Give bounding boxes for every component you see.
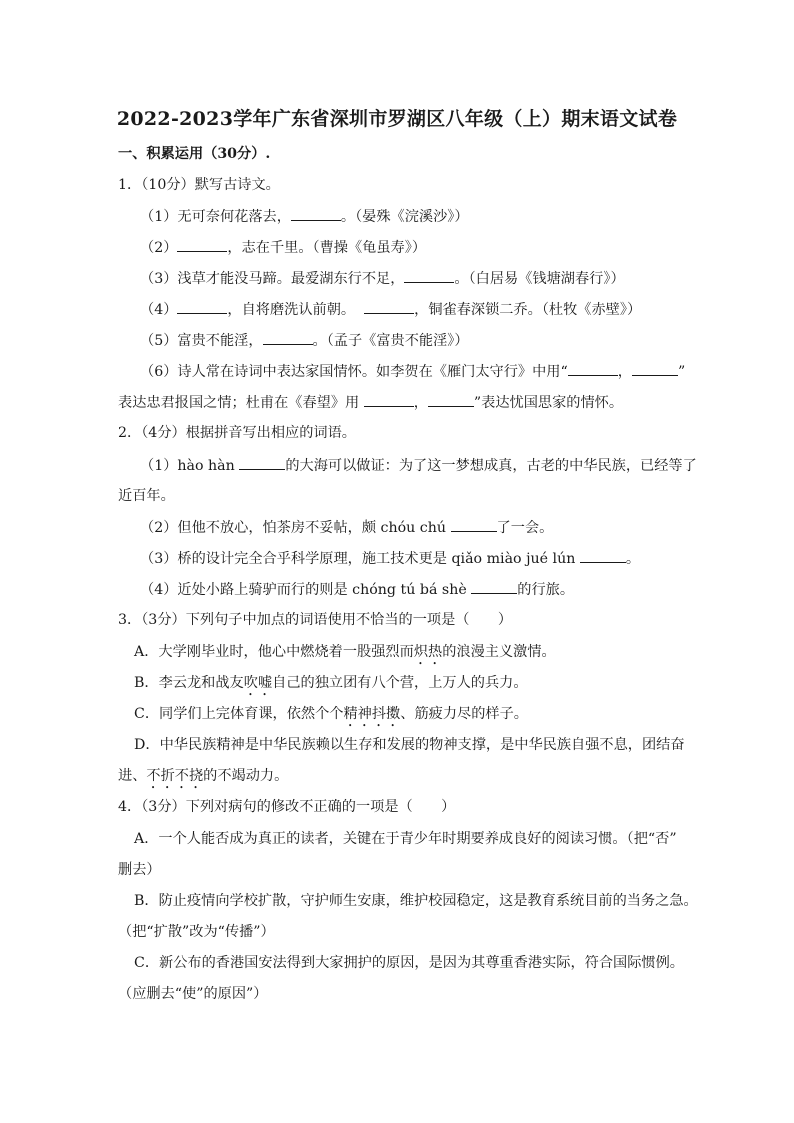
text: ，自将磨洗认前朝。 [227,302,356,318]
text: D．中华民族精神是中华民族赖以生存和发展的物神支撑，是中华民族自强不息，团结奋 [134,737,685,753]
answer-blank[interactable] [291,206,341,221]
text: 表达忠君报国之情；杜甫在《春望》用 [118,395,360,411]
q3-option-d-cont [118,766,288,792]
answer-blank[interactable] [568,361,618,376]
q1-line-4 [140,299,641,320]
text: B．李云龙和战友 [134,675,244,691]
answer-blank[interactable] [471,579,517,594]
q4-option-c-cont: （应删去“使”的原因”） [118,986,268,1002]
text: 的大海可以做证：为了这一梦想成真，古老的中华民族，已经等了 [285,458,697,474]
answer-blank[interactable] [580,548,626,563]
answer-blank[interactable] [632,361,678,376]
q4-option-a[interactable]: A．一个人能否成为真正的读者，关键在于青少年时期要养成良好的阅读习惯。（把“否” [134,831,677,847]
text: 的浪漫主义激情。 [442,644,556,660]
answer-blank[interactable] [364,299,414,314]
q1-line-1 [140,206,469,227]
q1-stem: 1．（10分）默写古诗文。 [118,177,280,193]
section-heading: 一、积累运用（30分）. [118,146,271,162]
q4-stem: 4．（3分）下列对病句的修改不正确的一项是（ ） [118,799,456,815]
text: （3）浅草才能没马蹄。最爱湖东行不足， [140,271,405,287]
q1-line-3 [140,268,625,289]
q4-option-b-cont: （把“扩散”改为“传播”） [118,924,275,940]
q2-line-3 [140,548,640,569]
answer-blank[interactable] [364,392,414,407]
text: 。 [625,551,641,567]
q4-option-b[interactable]: B．防止疫情向学校扩散，守护师生安康，维护校园稳定，这是教育系统目前的当务之急。 [134,893,698,909]
q1-line-5 [140,330,469,351]
answer-blank[interactable] [263,330,313,345]
text: （1）无可奈何花落去， [140,209,291,225]
dotted-word: 吹嘘 [243,675,273,691]
text: 。（晏殊《浣溪沙》） [340,209,469,225]
page-title: 2022-2023学年广东省深圳市罗湖区八年级（上）期末语文试卷 [116,108,678,130]
text: 。（孟子《富贵不能淫》） [312,333,469,349]
q3-option-b[interactable] [134,673,528,699]
dotted-word: 炽热 [413,644,443,660]
text: ”表达忧国思家的情怀。 [473,395,624,411]
text: （2） [140,240,178,256]
q2-stem: 2．（4分）根据拼音写出相应的词语。 [118,425,356,441]
pinyin: （1）hào hàn [140,458,235,474]
text: C．同学们上完体育课，依然个个 [134,706,344,722]
q1-line-6 [140,361,685,382]
text: ，铜雀春深锁二乔。（杜牧《赤壁》） [414,302,642,318]
text: （5）富贵不能淫， [140,333,263,349]
q2-line-4 [140,579,574,600]
text: （4） [140,302,178,318]
answer-blank[interactable] [451,517,497,532]
text: 的不竭动力。 [203,768,289,784]
q4-option-a-cont: 删去） [118,862,161,878]
answer-blank[interactable] [177,299,227,314]
text: 、筋疲力尽的样子。 [400,706,528,722]
text: A．大学刚毕业时，他心中燃烧着一股强烈而 [134,644,414,660]
text: 自己的独立团有八个营，上万人的兵力。 [272,675,528,691]
q1-line-6-cont [118,392,623,413]
q2-line-1-cont: 近百年。 [118,488,175,504]
text: ， [413,395,428,411]
q3-option-a[interactable] [134,642,556,668]
answer-blank[interactable] [428,392,474,407]
q2-line-2 [140,517,553,538]
text: （6）诗人常在诗词中表达家国情怀。如李贺在《雁门太守行》中用“ [140,364,568,380]
q1-line-2 [140,237,426,258]
text: ，志在千里。（曹操《龟虽寿》） [227,240,427,256]
text: ” [677,364,686,380]
text: （4）近处小路上骑驴而行的则是 chóng tú bá shè [140,582,467,598]
text: （2）但他不放心，怕茶房不妥帖，颇 chóu chú [140,520,447,536]
text: （3）桥的设计完全合乎科学原理，施工技术更是 qiǎo miào jué lún [140,551,576,567]
text: 进、 [118,768,147,784]
dotted-word: 精神抖擞 [343,706,401,722]
q4-option-c[interactable]: C．新公布的香港国安法得到大家拥护的原因，是因为其尊重香港实际，符合国际惯例。 [134,955,684,971]
q2-line-1 [140,455,697,476]
q3-stem: 3．（3分）下列句子中加点的词语使用不恰当的一项是（ ） [118,612,513,628]
text: ， [617,364,632,380]
text: 。（白居易《钱塘湖春行》） [454,271,625,287]
answer-blank[interactable] [404,268,454,283]
text: 了一会。 [496,520,554,536]
answer-blank[interactable] [239,455,285,470]
dotted-word: 不折不挠 [146,768,204,784]
q3-option-d[interactable] [134,735,685,755]
q3-option-c[interactable] [134,704,528,730]
text: 的行旅。 [517,582,575,598]
answer-blank[interactable] [177,237,227,252]
